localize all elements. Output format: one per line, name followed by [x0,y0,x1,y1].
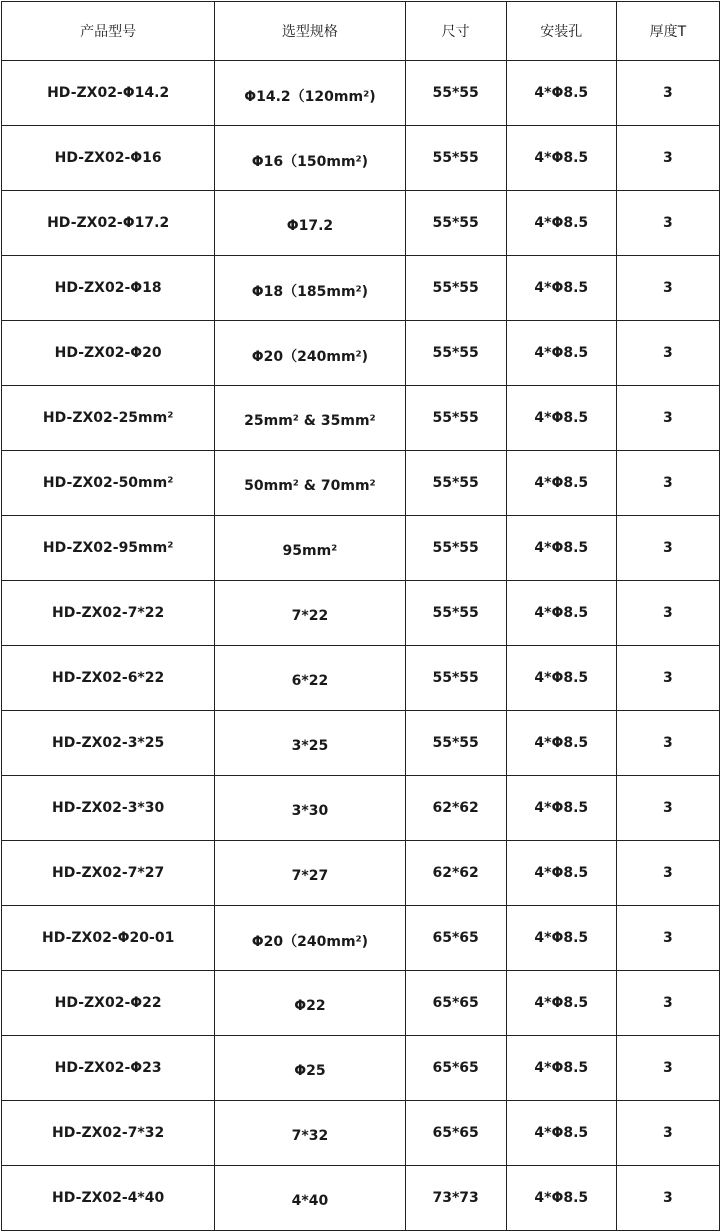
cell-size: 65*65 [405,906,506,971]
cell-hole: 4*Φ8.5 [506,191,616,256]
cell-size: 55*55 [405,321,506,386]
header-size: 尺寸 [405,2,506,61]
cell-hole: 4*Φ8.5 [506,126,616,191]
cell-spec: 3*25 [215,711,405,776]
cell-thickness: 3 [616,516,719,581]
table-row [2,711,720,776]
cell-spec: 95mm² [215,516,405,581]
cell-thickness: 3 [616,61,719,126]
cell-size: 65*65 [405,1101,506,1166]
cell-thickness: 3 [616,1166,719,1231]
cell-model: HD-ZX02-7*27 [2,841,215,906]
cell-thickness: 3 [616,906,719,971]
cell-model: HD-ZX02-7*32 [2,1101,215,1166]
cell-spec: Φ14.2（120mm²) [215,61,405,126]
cell-size: 55*55 [405,126,506,191]
spec-table [1,1,720,1231]
cell-thickness: 3 [616,321,719,386]
cell-size: 62*62 [405,776,506,841]
cell-model: HD-ZX02-95mm² [2,516,215,581]
cell-hole: 4*Φ8.5 [506,776,616,841]
table-row [2,386,720,451]
cell-size: 65*65 [405,1036,506,1101]
cell-model: HD-ZX02-7*22 [2,581,215,646]
cell-size: 55*55 [405,711,506,776]
cell-size: 55*55 [405,386,506,451]
cell-hole: 4*Φ8.5 [506,971,616,1036]
cell-size: 55*55 [405,451,506,516]
cell-thickness: 3 [616,386,719,451]
cell-model: HD-ZX02-Φ20-01 [2,906,215,971]
table-body [2,61,720,1231]
header-thickness: 厚度T [616,2,719,61]
cell-model: HD-ZX02-6*22 [2,646,215,711]
cell-spec: Φ16（150mm²) [215,126,405,191]
table-row [2,906,720,971]
cell-model: HD-ZX02-Φ16 [2,126,215,191]
cell-model: HD-ZX02-4*40 [2,1166,215,1231]
cell-size: 65*65 [405,971,506,1036]
cell-hole: 4*Φ8.5 [506,451,616,516]
cell-model: HD-ZX02-50mm² [2,451,215,516]
cell-size: 62*62 [405,841,506,906]
cell-model: HD-ZX02-Φ20 [2,321,215,386]
cell-model: HD-ZX02-Φ22 [2,971,215,1036]
cell-size: 55*55 [405,61,506,126]
cell-spec: 25mm² & 35mm² [215,386,405,451]
header-spec: 选型规格 [215,2,405,61]
cell-hole: 4*Φ8.5 [506,256,616,321]
cell-thickness: 3 [616,581,719,646]
table-row [2,321,720,386]
cell-thickness: 3 [616,1101,719,1166]
table-row [2,971,720,1036]
cell-size: 55*55 [405,646,506,711]
table-row [2,256,720,321]
table-row [2,191,720,256]
cell-size: 73*73 [405,1166,506,1231]
header-model: 产品型号 [2,2,215,61]
cell-thickness: 3 [616,126,719,191]
cell-thickness: 3 [616,646,719,711]
cell-size: 55*55 [405,516,506,581]
cell-thickness: 3 [616,191,719,256]
cell-spec: Φ25 [215,1036,405,1101]
cell-hole: 4*Φ8.5 [506,711,616,776]
cell-model: HD-ZX02-Φ14.2 [2,61,215,126]
cell-model: HD-ZX02-Φ17.2 [2,191,215,256]
header-row [2,2,720,61]
cell-spec: 6*22 [215,646,405,711]
cell-model: HD-ZX02-3*30 [2,776,215,841]
cell-spec: 7*22 [215,581,405,646]
cell-thickness: 3 [616,711,719,776]
table-row [2,1166,720,1231]
cell-hole: 4*Φ8.5 [506,1101,616,1166]
cell-model: HD-ZX02-25mm² [2,386,215,451]
cell-model: HD-ZX02-3*25 [2,711,215,776]
cell-thickness: 3 [616,256,719,321]
cell-thickness: 3 [616,1036,719,1101]
table-row [2,581,720,646]
cell-hole: 4*Φ8.5 [506,516,616,581]
cell-model: HD-ZX02-Φ18 [2,256,215,321]
table-row [2,126,720,191]
cell-hole: 4*Φ8.5 [506,386,616,451]
cell-spec: 50mm² & 70mm² [215,451,405,516]
cell-hole: 4*Φ8.5 [506,61,616,126]
cell-spec: 3*30 [215,776,405,841]
cell-thickness: 3 [616,841,719,906]
cell-thickness: 3 [616,776,719,841]
cell-spec: Φ20（240mm²) [215,321,405,386]
cell-spec: Φ17.2 [215,191,405,256]
table-row [2,1101,720,1166]
table-row [2,61,720,126]
cell-spec: 7*32 [215,1101,405,1166]
table-row [2,516,720,581]
cell-spec: 7*27 [215,841,405,906]
table-row [2,1036,720,1101]
cell-spec: Φ22 [215,971,405,1036]
cell-model: HD-ZX02-Φ23 [2,1036,215,1101]
table-row [2,451,720,516]
header-hole: 安装孔 [506,2,616,61]
cell-size: 55*55 [405,581,506,646]
table-row [2,841,720,906]
cell-hole: 4*Φ8.5 [506,1166,616,1231]
cell-spec: Φ20（240mm²) [215,906,405,971]
cell-hole: 4*Φ8.5 [506,321,616,386]
cell-hole: 4*Φ8.5 [506,906,616,971]
cell-spec: Φ18（185mm²) [215,256,405,321]
cell-hole: 4*Φ8.5 [506,646,616,711]
cell-hole: 4*Φ8.5 [506,841,616,906]
cell-hole: 4*Φ8.5 [506,1036,616,1101]
table-row [2,776,720,841]
cell-size: 55*55 [405,191,506,256]
cell-size: 55*55 [405,256,506,321]
cell-spec: 4*40 [215,1166,405,1231]
cell-thickness: 3 [616,971,719,1036]
table-row [2,646,720,711]
cell-thickness: 3 [616,451,719,516]
cell-hole: 4*Φ8.5 [506,581,616,646]
